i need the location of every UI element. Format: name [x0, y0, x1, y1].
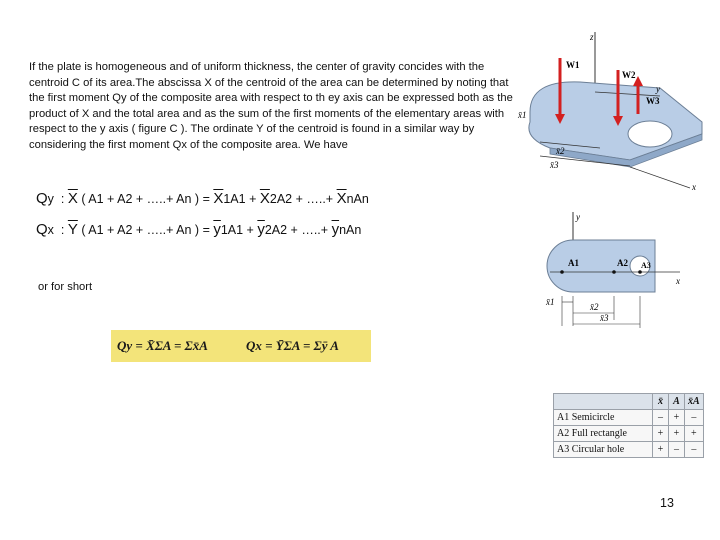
a3-label: A3: [641, 261, 651, 270]
x-axis-label: x: [676, 276, 680, 286]
table-cell: +: [653, 442, 669, 458]
table-row: [554, 426, 704, 442]
formula-qx: Qx = ȲΣA = Σȳ A: [246, 338, 339, 353]
eq-qy-xbar: $\overline{X}$: [67, 190, 78, 207]
eq-qx-ybar: $\overline{Y}$: [67, 221, 78, 238]
eq-qx-sum: ( A1 + A2 + …..+ An ) =: [77, 223, 214, 237]
table-cell: –: [669, 442, 685, 458]
w1-label: W1: [566, 60, 580, 70]
table-cell: –: [685, 442, 704, 458]
a2-centroid: [612, 270, 616, 274]
eq-qy-sum: ( A1 + A2 + …..+ An ) =: [77, 192, 214, 206]
table-cell: –: [685, 410, 704, 426]
y-axis-label: y: [576, 212, 580, 222]
a1-centroid: [560, 270, 564, 274]
eq-qx-term1-rest: 1A1 +: [220, 223, 258, 237]
x3-label: x̄3: [550, 160, 559, 170]
x1-label: x̄1: [546, 297, 555, 307]
w3-label: W3: [646, 96, 660, 106]
row-label: A3 Circular hole: [554, 442, 653, 458]
or-for-short-text: or for short: [38, 281, 93, 293]
row-label: A2 Full rectangle: [554, 426, 653, 442]
sign-table: [553, 393, 704, 458]
table-header-row: [554, 394, 704, 410]
eq-qy-term1: $\overline{X}$: [213, 190, 224, 207]
x-axis-label: x: [692, 182, 696, 192]
table-cell: –: [653, 410, 669, 426]
eq-qy-term3: $\overline{X}$: [336, 190, 347, 207]
eq-qx-subscript: x: [47, 223, 54, 237]
table-header-xbar: x̄: [653, 394, 669, 410]
equation-qy: Qy : $\overline{X}$ ( A1 + A2 + …..+ An ) = $\overline{X}1A1 + \overline{X}2A2$ + …..+ $\overline{X}nAn$: [36, 190, 369, 207]
eq-qy-term2: $\overline{X}$: [259, 190, 270, 207]
eq-qx-term1: $\overline{y}$: [213, 221, 221, 238]
table-row: [554, 410, 704, 426]
first-moment-formula: [111, 330, 371, 362]
formula-qy: Qy = X̄ΣA = Σx̄A: [117, 338, 208, 353]
table-cell: +: [669, 426, 685, 442]
table-row: [554, 442, 704, 458]
x2-label: x̄2: [590, 302, 599, 312]
equation-qx: Qx : $\overline{Y}$ ( A1 + A2 + …..+ An ) = $\overline{y}1A1 + \overline{y}2A2$ + …..+ $\overline{y}nAn$: [36, 221, 362, 238]
plate-plan-figure: [540, 210, 690, 330]
z-axis-label: z: [590, 32, 594, 42]
a1-label: A1: [568, 258, 579, 268]
x2-label: x̄2: [556, 146, 565, 156]
eq-qy-subscript: y: [47, 192, 54, 206]
intro-paragraph: If the plate is homogeneous and of uniform thickness, the center of gravity concides with the centroid C of its area.The abscissa X of the centroid of the area can be determined by noting that the first moment Qy of the composite area with respect to th ey axis can be expressed both as the product of X and the total area and as the sum of the first moments of the elementary areas with respect to the y axis ( figure C ). The ordinate Y of the centroid is found in a similar way by considering the first moment Qx of the composite area. We have: [29, 61, 513, 151]
eq-qy-symbol: Q: [36, 190, 48, 207]
w2-label: W2: [622, 70, 636, 80]
plate-3d-figure: [510, 30, 720, 195]
eq-qy-term3-rest: nAn: [346, 192, 369, 206]
table-header-xbar-a: x̄A: [685, 394, 704, 410]
x1-label: x̄1: [518, 110, 527, 120]
table-cell: +: [669, 410, 685, 426]
eq-qy-term1-rest: 1A1 +: [223, 192, 260, 206]
eq-qx-term3: $\overline{y}$: [331, 221, 340, 238]
table-cell: +: [653, 426, 669, 442]
table-header-blank: [554, 394, 653, 410]
eq-qx-term2-rest: 2A2 + …..+: [264, 223, 332, 237]
eq-qx-term3-rest: nAn: [339, 223, 362, 237]
x-axis: [630, 167, 690, 188]
a3-centroid: [638, 270, 642, 274]
eq-qx-term2: $\overline{y}$: [257, 221, 265, 238]
eq-qx-symbol: Q: [36, 221, 48, 238]
page-number: 13: [660, 496, 674, 510]
circular-hole: [628, 121, 672, 147]
table-header-a: A: [669, 394, 685, 410]
y-axis-label: y: [656, 84, 660, 94]
eq-qy-term2-rest: 2A2 + …..+: [269, 192, 337, 206]
row-label: A1 Semicircle: [554, 410, 653, 426]
table-cell: +: [685, 426, 704, 442]
a2-label: A2: [617, 258, 628, 268]
x3-label: x̄3: [600, 313, 609, 323]
